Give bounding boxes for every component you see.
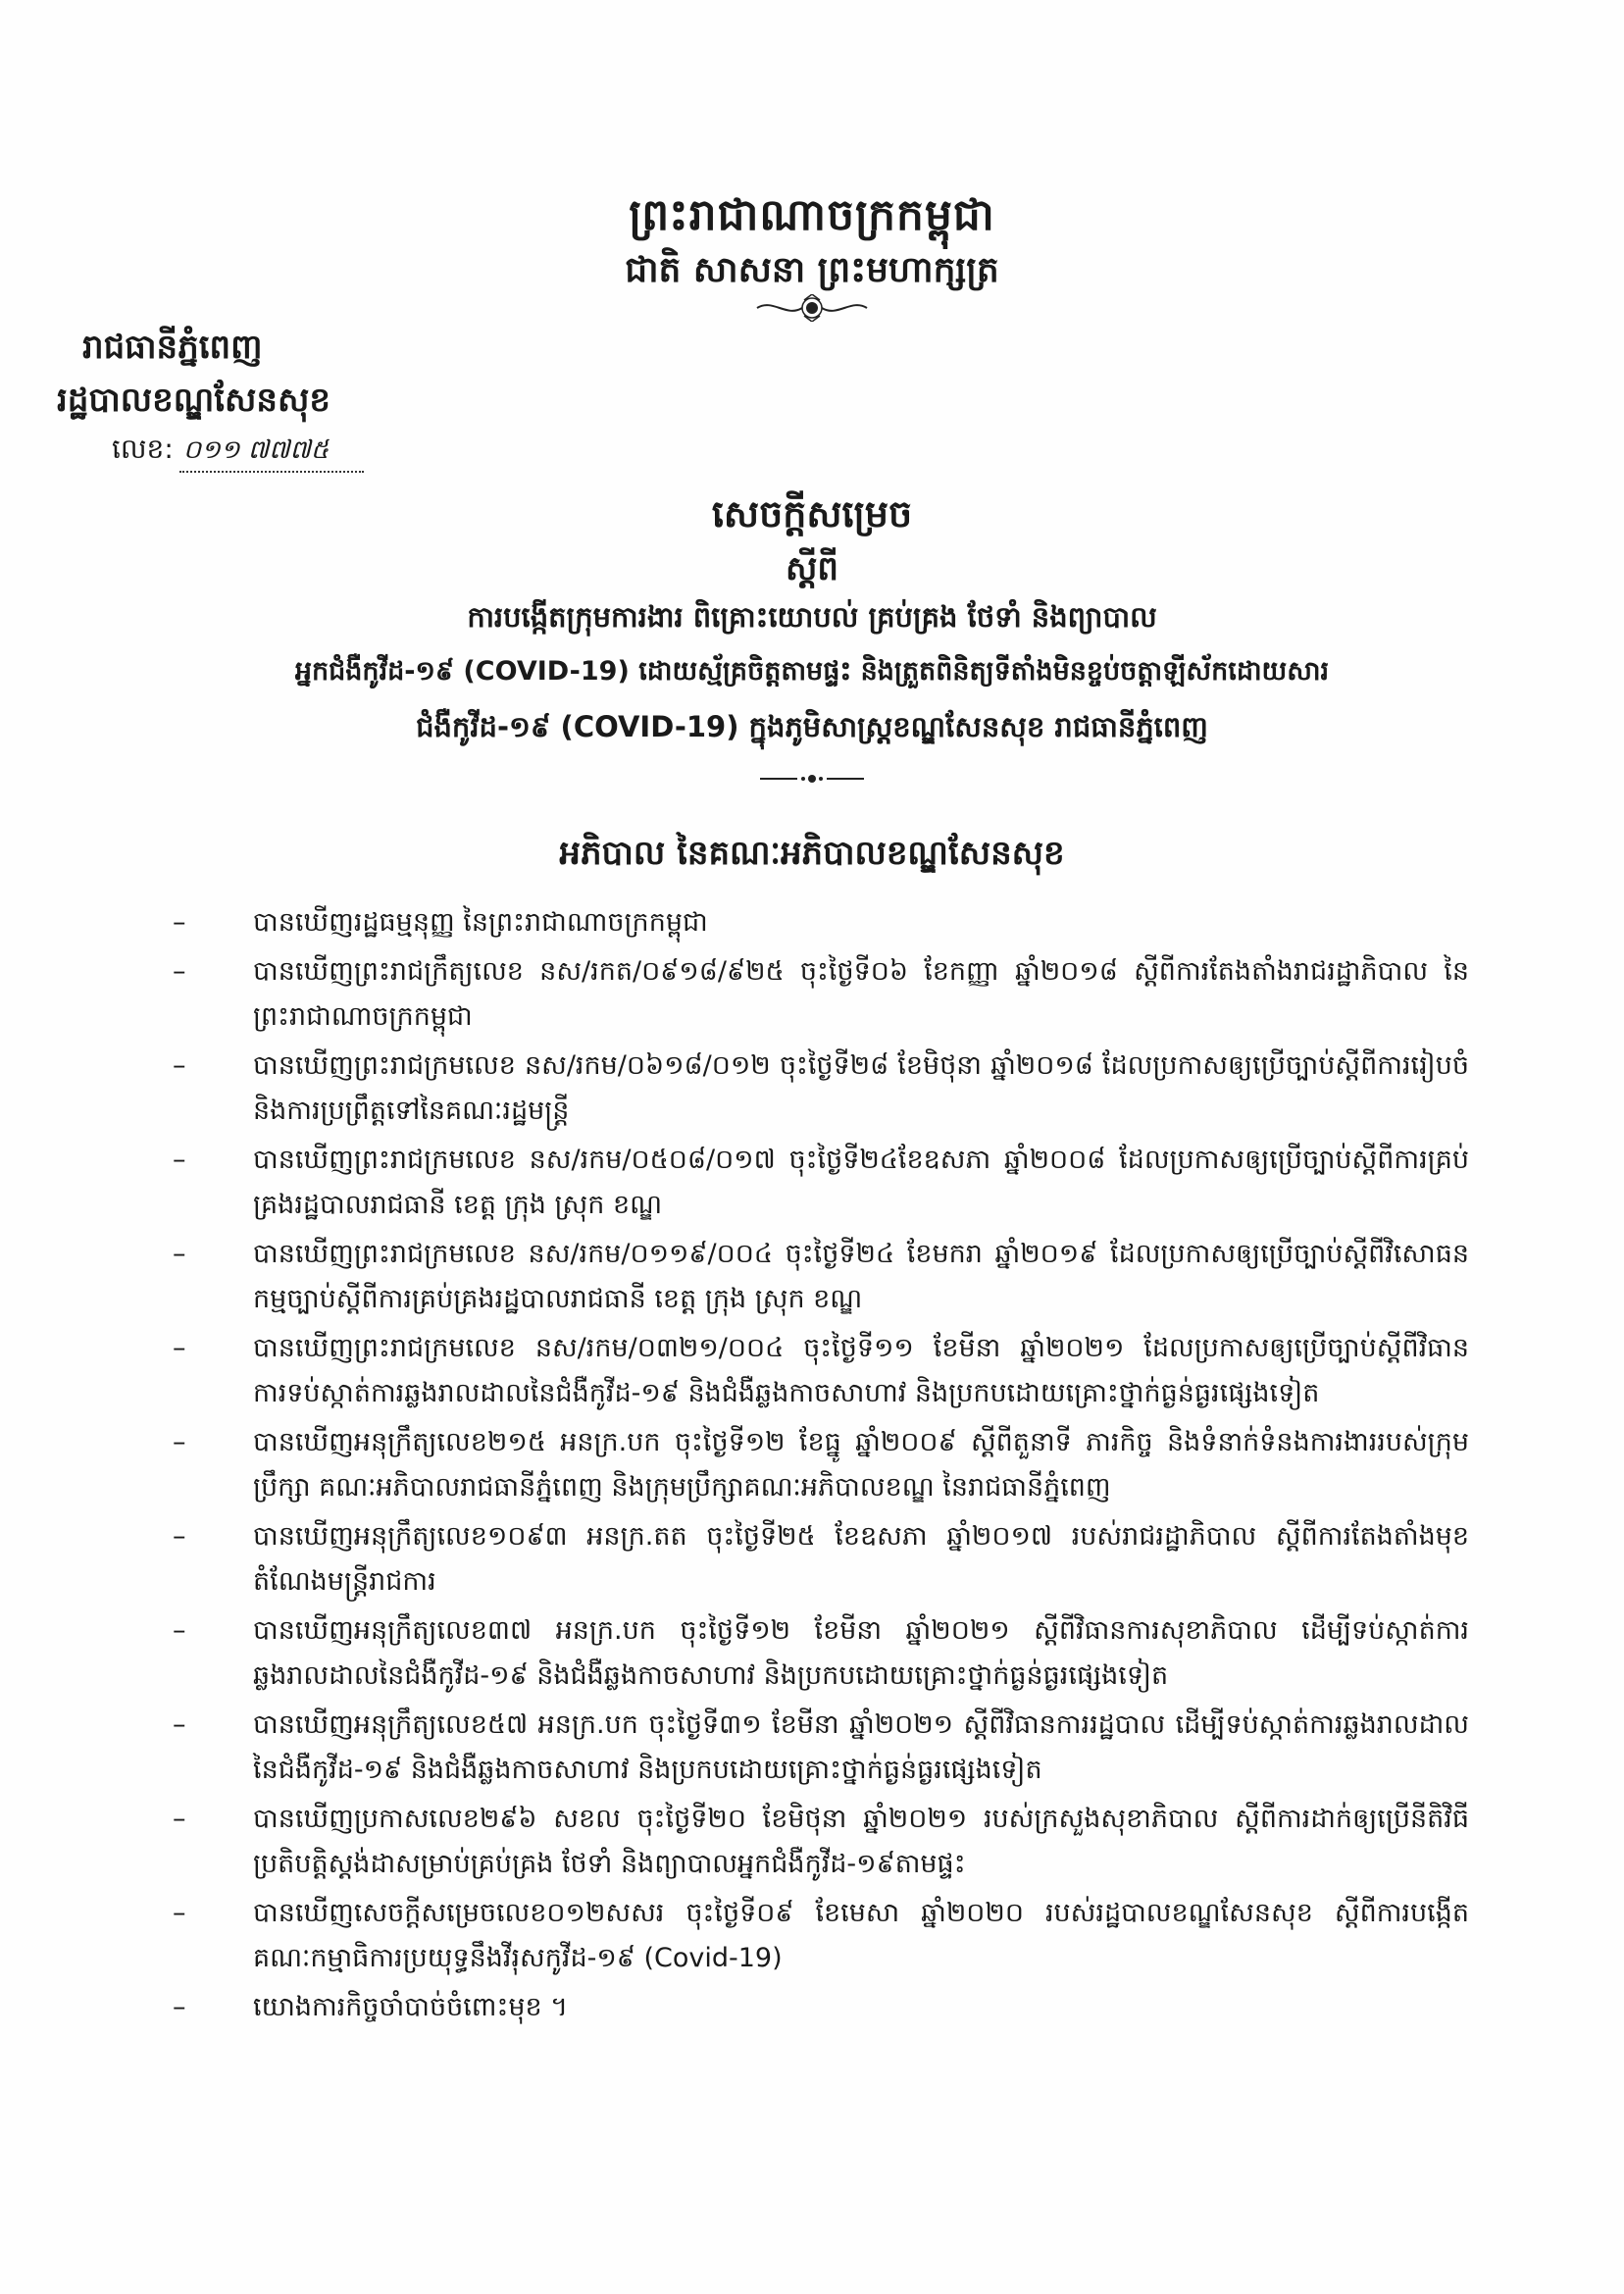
clause-text: បានឃើញអនុក្រឹត្យលេខ២១៥ អនក្រ.បក ចុះថ្ងៃទី១២ ខែធ្នូ ឆ្នាំ២០០៩ ស្តីពីតួនាទី ភារកិច្ច និងទំនាក់ទំនងការងាររបស់ក្រុមប្រឹក្សា គណៈអភិបាលរាជធានីភ្នំពេញ និងក្រុមប្រឹក្សាគណៈអភិបាលខណ្ឌ នៃរាជធានីភ្នំពេញ <box>253 1427 1469 1503</box>
issuer-capital: រាជធានីភ្នំពេញ <box>82 328 263 367</box>
bullet-dash: – <box>173 1804 186 1834</box>
clause-text: បានឃើញរដ្ឋធម្មនុញ្ញ នៃព្រះរាជាណាចក្រកម្ពុជា <box>253 907 708 938</box>
list-item <box>165 1232 1469 1322</box>
list-item <box>165 1703 1469 1793</box>
clause-text: បានឃើញព្រះរាជក្រមលេខ នស/រកម/០១១៩/០០៤ ចុះថ្ងៃទី២៤ ខែមករា ឆ្នាំ២០១៩ ដែលប្រកាសឲ្យប្រើច្បាប់ស្តីពីវិសោធនកម្មច្បាប់ស្តីពីការគ្រប់គ្រងរដ្ឋបាលរាជធានី ខេត្ត ក្រុង ស្រុក ខណ្ឌ <box>253 1239 1469 1314</box>
bullet-dash: – <box>173 1050 186 1081</box>
issuing-authority: អភិបាល នៃគណៈអភិបាលខណ្ឌសែនសុខ <box>559 834 1065 873</box>
bullet-dash: – <box>173 1615 186 1646</box>
clause-text: យោងការកិច្ចចាំបាច់ចំពោះមុខ ។ <box>253 1992 569 2022</box>
list-item <box>165 1044 1469 1134</box>
subject-line-2: អ្នកជំងឺកូវីដ-១៩ (COVID-19) ដោយស្ម័គ្រចិត្តតាមផ្ទះ និងត្រួតពិនិត្យទីតាំងមិនខ្ចប់ចត្តាឡីស័កដោយសារ <box>294 656 1330 687</box>
list-item <box>165 1797 1469 1887</box>
clause-text: បានឃើញសេចក្តីសម្រេចលេខ០១២សសរ ចុះថ្ងៃទី០៩ ខែមេសា ឆ្នាំ២០២០ របស់រដ្ឋបាលខណ្ឌសែនសុខ ស្តីពីការបង្កើតគណៈកម្មាធិការប្រយុទ្ធនឹងវីរុសកូវីដ-១៩ (Covid-19) <box>253 1898 1469 1973</box>
ornament-flourish-icon <box>0 294 1624 324</box>
subject-line-3: ជំងឺកូវីដ-១៩ (COVID-19) ក្នុងភូមិសាស្ត្រខណ្ឌសែនសុខ រាជធានីភ្នំពេញ <box>416 710 1208 743</box>
list-item <box>165 1985 1469 2030</box>
national-motto: ជាតិ សាសនា ព្រះមហាក្សត្រ <box>625 250 999 290</box>
list-item <box>165 900 1469 945</box>
clause-text: បានឃើញព្រះរាជក្រមលេខ នស/រកម/០៦១៨/០១២ ចុះថ្ងៃទី២៨ ខែមិថុនា ឆ្នាំ២០១៨ ដែលប្រកាសឲ្យប្រើច្បាប់ស្តីពីការរៀបចំ និងការប្រព្រឹត្តទៅនៃគណៈរដ្ឋមន្ត្រី <box>253 1050 1469 1126</box>
bullet-dash: – <box>173 956 186 987</box>
bullet-dash: – <box>173 1239 186 1269</box>
list-item <box>165 1891 1469 1981</box>
list-item <box>165 1514 1469 1605</box>
list-item <box>165 1420 1469 1510</box>
legal-basis-list <box>165 900 1469 2034</box>
document-type-title: សេចក្តីសម្រេច <box>711 492 913 535</box>
list-item <box>165 1608 1469 1699</box>
bullet-dash: – <box>173 1427 186 1457</box>
issuer-district: រដ្ឋបាលខណ្ឌសែនសុខ <box>57 381 330 420</box>
clause-text: បានឃើញអនុក្រឹត្យលេខ៣៧ អនក្រ.បក ចុះថ្ងៃទី១២ ខែមីនា ឆ្នាំ២០២១ ស្តីពីវិធានការសុខាភិបាល ដើម្បីទប់ស្កាត់ការឆ្លងរាលដាលនៃជំងឺកូវីដ-១៩ និងជំងឺឆ្លងកាចសាហាវ និងប្រកបដោយគ្រោះថ្នាក់ធ្ងន់ធ្ងរផ្សេងទៀត <box>253 1615 1469 1691</box>
document-about: ស្តីពី <box>786 549 838 588</box>
bullet-dash: – <box>173 907 186 938</box>
bullet-dash: – <box>173 1898 186 1928</box>
clause-text: បានឃើញព្រះរាជក្រមលេខ នស/រកម/០៣២១/០០៤ ចុះថ្ងៃទី១១ ខែមីនា ឆ្នាំ២០២១ ដែលប្រកាសឲ្យប្រើច្បាប់ស្តីពីវិធានការទប់ស្កាត់ការឆ្លងរាលដាលនៃជំងឺកូវីដ-១៩ និងជំងឺឆ្លងកាចសាហាវ និងប្រកបដោយគ្រោះថ្នាក់ធ្ងន់ធ្ងរផ្សេងទៀត <box>253 1333 1469 1408</box>
clause-text: បានឃើញព្រះរាជក្រឹត្យលេខ នស/រកត/០៩១៨/៩២៥ ចុះថ្ងៃទី០៦ ខែកញ្ញា ឆ្នាំ២០១៨ ស្តីពីការតែងតាំងរាជរដ្ឋាភិបាល នៃព្រះរាជាណាចក្រកម្ពុជា <box>253 956 1469 1032</box>
clause-text: បានឃើញព្រះរាជក្រមលេខ នស/រកម/០៥០៨/០១៧ ចុះថ្ងៃទី២៤ខែឧសភា ឆ្នាំ២០០៨ ដែលប្រកាសឲ្យប្រើច្បាប់ស្តីពីការគ្រប់គ្រងរដ្ឋបាលរាជធានី ខេត្ត ក្រុង ស្រុក ខណ្ឌ <box>253 1145 1469 1220</box>
list-item <box>165 1138 1469 1228</box>
reference-label: លេខ: <box>112 433 174 465</box>
reference-number <box>112 432 364 473</box>
kingdom-heading: ព្រះរាជាណាចក្រកម្ពុជា <box>629 190 995 240</box>
clause-text: បានឃើញប្រកាសលេខ២៩៦ សខល ចុះថ្ងៃទី២០ ខែមិថុនា ឆ្នាំ២០២១ របស់ក្រសួងសុខាភិបាល ស្តីពីការដាក់ឲ្យប្រើនីតិវិធីប្រតិបត្តិស្តង់ដាសម្រាប់គ្រប់គ្រង ថែទាំ និងព្យាបាលអ្នកជំងឺកូវីដ-១៩តាមផ្ទះ <box>253 1804 1469 1879</box>
bullet-dash: – <box>173 1333 186 1363</box>
subject-line-1: ការបង្កើតក្រុមការងារ ពិគ្រោះយោបល់ គ្រប់គ្រង ថែទាំ និងព្យាបាល <box>467 600 1157 634</box>
list-item <box>165 1326 1469 1416</box>
bullet-dash: – <box>173 1709 186 1740</box>
list-item <box>165 949 1469 1040</box>
bullet-dash: – <box>173 1521 186 1552</box>
clause-text: បានឃើញអនុក្រឹត្យលេខ៥៧ អនក្រ.បក ចុះថ្ងៃទី៣១ ខែមីនា ឆ្នាំ២០២១ ស្តីពីវិធានការរដ្ឋបាល ដើម្បីទប់ស្កាត់ការឆ្លងរាលដាលនៃជំងឺកូវីដ-១៩ និងជំងឺឆ្លងកាចសាហាវ និងប្រកបដោយគ្រោះថ្នាក់ធ្ងន់ធ្ងរផ្សេងទៀត <box>253 1709 1469 1785</box>
bullet-dash: – <box>173 1145 186 1175</box>
bullet-dash: – <box>173 1992 186 2022</box>
clause-text: បានឃើញអនុក្រឹត្យលេខ១០៩៣ អនក្រ.តត ចុះថ្ងៃទី២៥ ខែឧសភា ឆ្នាំ២០១៧ របស់រាជរដ្ឋាភិបាល ស្តីពីការតែងតាំងមុខតំណែងមន្ត្រីរាជការ <box>253 1521 1469 1597</box>
reference-value: ០១១ ៧៧៧៥ <box>179 433 364 473</box>
divider-flourish-icon <box>0 769 1624 790</box>
